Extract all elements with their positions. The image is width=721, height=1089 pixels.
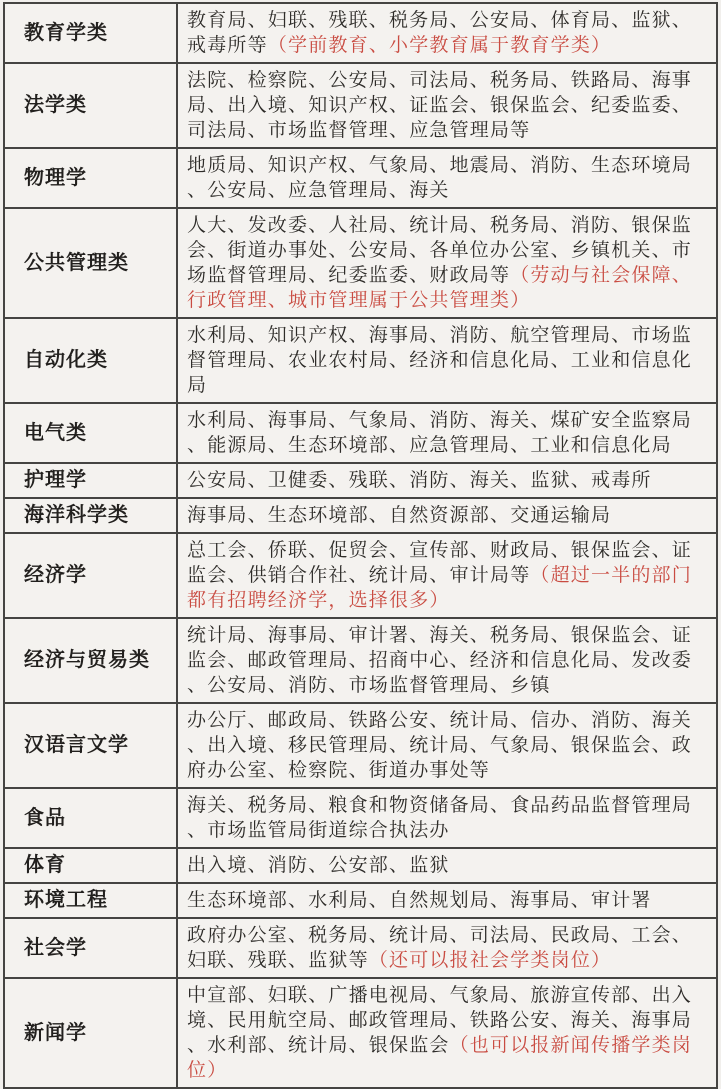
agency-text: 办公厅、邮政局、铁路公安、统计局、信办、消防、海关、出入境、移民管理局、统计局、气象局、银保监会、政府办公室、检察院、街道办事处等 (187, 710, 693, 781)
major-category: 食品 (4, 788, 177, 848)
agency-text: 法院、检察院、公安局、司法局、税务局、铁路局、海事局、出入境、知识产权、证监会、银保监会、纪委监委、司法局、市场监督管理、应急管理局等 (187, 70, 693, 141)
agency-list (177, 918, 717, 978)
agency-text: 地质局、知识产权、气象局、地震局、消防、生态环境局、公安局、应急管理局、海关 (187, 155, 693, 201)
agency-list (177, 403, 717, 463)
agency-text: 出入境、消防、公安部、监狱 (187, 855, 450, 876)
agency-list (177, 883, 717, 918)
table-row (4, 918, 717, 978)
major-category: 社会学 (4, 918, 177, 978)
agency-text: 教育局、妇联、残联、税务局、公安局、体育局、监狱、戒毒所等 (187, 10, 693, 56)
agency-text: 中宣部、妇联、广播电视局、气象局、旅游宣传部、出入境、民用航空局、邮政管理局、铁路公安、海关、海事局、水利部、统计局、银保监会 (187, 985, 693, 1056)
major-category: 教育学类 (4, 3, 177, 63)
table-row (4, 618, 717, 703)
major-category: 法学类 (4, 63, 177, 148)
major-category: 护理学 (4, 463, 177, 498)
note-text: （学前教育、小学教育属于教育学类） (267, 35, 612, 56)
table-row (4, 703, 717, 788)
major-category: 体育 (4, 848, 177, 883)
agency-text: 统计局、海事局、审计署、海关、税务局、银保监会、证监会、邮政管理局、招商中心、经济和信息化局、发改委、公安局、消防、市场监督管理局、乡镇 (187, 625, 693, 696)
agency-list (177, 63, 717, 148)
major-category: 自动化类 (4, 318, 177, 403)
agency-list (177, 703, 717, 788)
agency-text: 政府办公室、税务局、统计局、司法局、民政局、工会、妇联、残联、监狱等 (187, 925, 693, 971)
table-row (4, 63, 717, 148)
major-category: 电气类 (4, 403, 177, 463)
agency-list (177, 618, 717, 703)
agency-list (177, 148, 717, 208)
table-row (4, 498, 717, 533)
table-row (4, 788, 717, 848)
agency-text: 生态环境部、水利局、自然规划局、海事局、审计署 (187, 890, 652, 911)
agency-list (177, 318, 717, 403)
agency-list (177, 463, 717, 498)
majors-table (3, 2, 718, 1089)
major-category: 海洋科学类 (4, 498, 177, 533)
note-text: （也可以报新闻传播学类岗位） (187, 1035, 693, 1081)
agency-text: 海关、税务局、粮食和物资储备局、食品药品监督管理局、市场监管局街道综合执法办 (187, 795, 693, 841)
table-row (4, 403, 717, 463)
majors-table-body (4, 3, 717, 1088)
agency-text: 水利局、知识产权、海事局、消防、航空管理局、市场监督管理局、农业农村局、经济和信息化局、工业和信息化局 (187, 325, 693, 396)
major-category: 汉语言文学 (4, 703, 177, 788)
agency-list (177, 208, 717, 318)
note-text: （劳动与社会保障、行政管理、城市管理属于公共管理类） (187, 265, 693, 311)
agency-list (177, 978, 717, 1088)
table-row (4, 208, 717, 318)
table-row (4, 978, 717, 1088)
table-row (4, 883, 717, 918)
table-row (4, 463, 717, 498)
table-row (4, 533, 717, 618)
note-text: （还可以报社会学类岗位） (368, 950, 612, 971)
agency-text: 水利局、海事局、气象局、消防、海关、煤矿安全监察局、能源局、生态环境部、应急管理局、工业和信息化局 (187, 410, 693, 456)
table-row (4, 148, 717, 208)
table-row (4, 318, 717, 403)
major-category: 环境工程 (4, 883, 177, 918)
major-category: 经济学 (4, 533, 177, 618)
major-category: 新闻学 (4, 978, 177, 1088)
agency-list (177, 533, 717, 618)
agency-list (177, 3, 717, 63)
agency-list (177, 788, 717, 848)
note-text: （超过一半的部门都有招聘经济学，选择很多） (187, 565, 693, 611)
table-row (4, 3, 717, 63)
agency-list (177, 498, 717, 533)
agency-text: 公安局、卫健委、残联、消防、海关、监狱、戒毒所 (187, 470, 652, 491)
agency-list (177, 848, 717, 883)
major-category: 物理学 (4, 148, 177, 208)
agency-text: 总工会、侨联、促贸会、宣传部、财政局、银保监会、证监会、供销合作社、统计局、审计局等 (187, 540, 693, 586)
major-category: 经济与贸易类 (4, 618, 177, 703)
agency-text: 海事局、生态环境部、自然资源部、交通运输局 (187, 505, 612, 526)
agency-text: 人大、发改委、人社局、统计局、税务局、消防、银保监会、街道办事处、公安局、各单位办公室、乡镇机关、市场监督管理局、纪委监委、财政局等 (187, 215, 693, 286)
major-category: 公共管理类 (4, 208, 177, 318)
table-row (4, 848, 717, 883)
